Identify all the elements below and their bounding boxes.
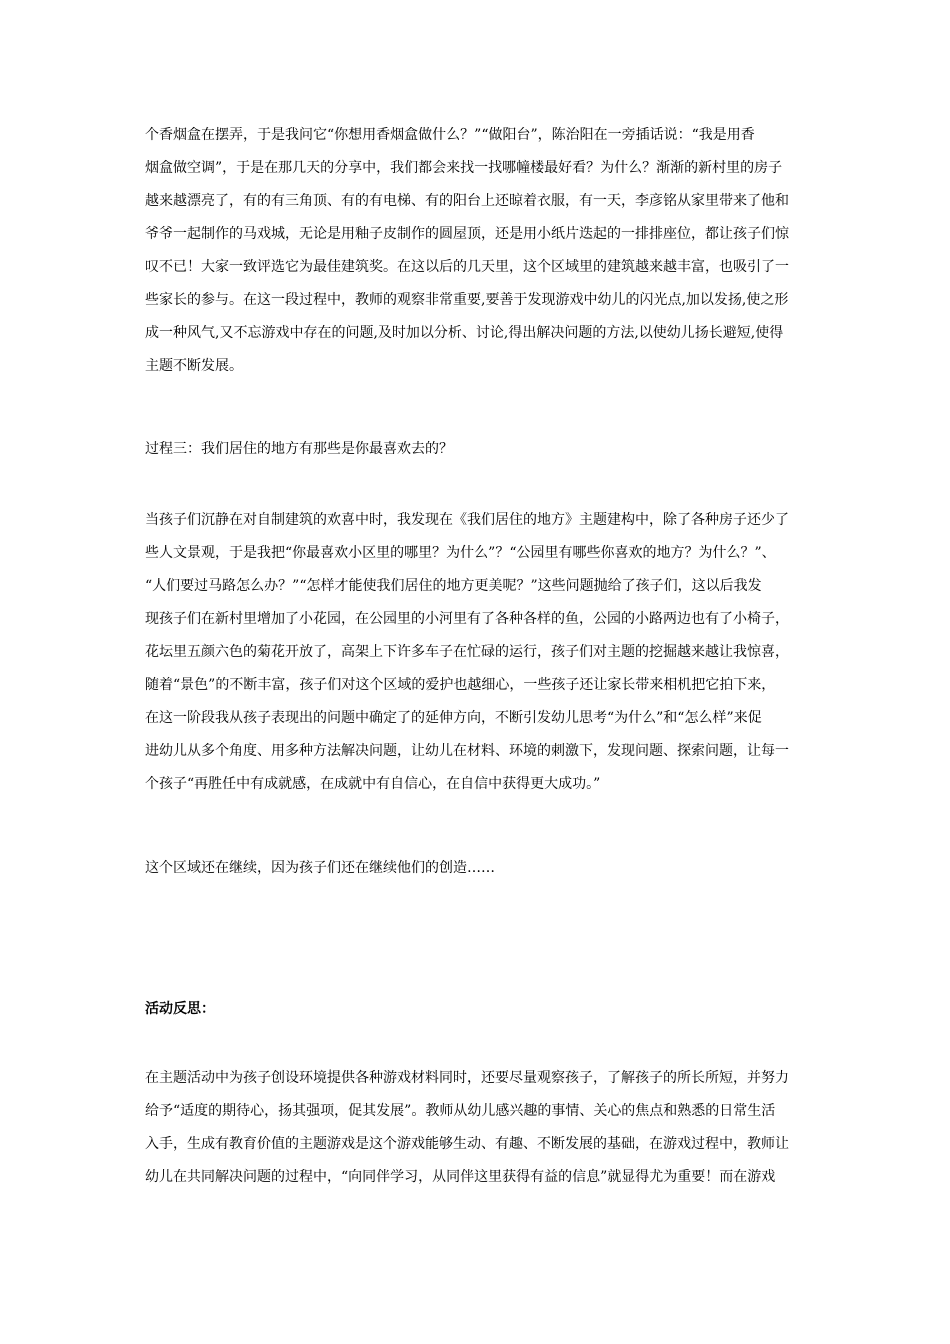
section-heading-process3: 过程三：我们居住的地方有那些是你最喜欢去的？ <box>145 441 453 457</box>
text-line: 爷爷一起制作的马戏城，无论是用釉子皮制作的圆屋顶，还是用小纸片迭起的一排排座位，都让孩子们惊 <box>145 226 789 242</box>
text-line: 越来越漂亮了，有的有三角顶、有的有电梯、有的阳台上还晾着衣服，有一天，李彦铭从家里带来了他和 <box>145 193 789 209</box>
paragraph-continued <box>145 119 807 383</box>
paragraph-reflection <box>145 1062 807 1194</box>
text-line: 个香烟盒在摆弄，于是我问它“你想用香烟盒做什么？”“做阳台”，陈治阳在一旁插话说：“我是用香 <box>145 127 755 143</box>
text-line: 在这一阶段我从孩子表现出的问题中确定了的延伸方向，不断引发幼儿思考“为什么”和“怎么样”来促 <box>145 710 762 726</box>
text-line: 主题不断发展。 <box>145 358 243 374</box>
text-line: 些人文景观，于是我把“你最喜欢小区里的哪里？为什么”？“公园里有哪些你喜欢的地方？为什么？”、 <box>145 545 776 561</box>
text-line: 些家长的参与。在这一段过程中，教师的观察非常重要,要善于发现游戏中幼儿的闪光点,加以发扬,使之形 <box>145 292 789 308</box>
text-line: 在主题活动中为孩子创设环境提供各种游戏材料同时，还要尽量观察孩子，了解孩子的所长所短，并努力 <box>145 1070 789 1086</box>
text-line: 花坛里五颜六色的菊花开放了，高架上下许多车子在忙碌的运行，孩子们对主题的挖掘越来越让我惊喜， <box>145 644 789 660</box>
text-line: 入手，生成有教育价值的主题游戏是这个游戏能够生动、有趣、不断发展的基础，在游戏过程中，教师让 <box>145 1136 789 1152</box>
text-line: 幼儿在共同解决问题的过程中，“向同伴学习，从同伴这里获得有益的信息”就显得尤为重要！而在游戏 <box>145 1169 776 1185</box>
text-line: “人们要过马路怎么办？”“怎样才能使我们居住的地方更美呢？”这些问题抛给了孩子们，这以后我发 <box>145 578 762 594</box>
paragraph-process3 <box>145 504 807 801</box>
continuation-text: 这个区域还在继续，因为孩子们还在继续他们的创造…… <box>145 860 495 876</box>
text-line: 现孩子们在新村里增加了小花园，在公园里的小河里有了各种各样的鱼，公园的小路两边也有了小椅子， <box>145 611 789 627</box>
text-line: 成一种风气,又不忘游戏中存在的问题,及时加以分析、讨论,得出解决问题的方法,以使幼儿扬长避短,使得 <box>145 325 784 341</box>
text-line: 进幼儿从多个角度、用多种方法解决问题，让幼儿在材料、环境的刺激下，发现问题、探索问题，让每一 <box>145 743 789 759</box>
text-line: 个孩子“再胜任中有成就感，在成就中有自信心，在自信中获得更大成功。” <box>145 776 601 792</box>
text-line: 烟盒做空调”，于是在那几天的分享中，我们都会来找一找哪幢楼最好看？为什么？渐渐的新村里的房子 <box>145 160 783 176</box>
section-heading-reflection: 活动反思： <box>145 1001 215 1017</box>
text-line: 给予“适度的期待心，扬其强项，促其发展”。教师从幼儿感兴趣的事情、关心的焦点和熟悉的日常生活 <box>145 1103 776 1119</box>
text-line: 随着“景色”的不断丰富，孩子们对这个区域的爱护也越细心，一些孩子还让家长带来相机把它拍下来， <box>145 677 776 693</box>
text-line: 当孩子们沉静在对自制建筑的欢喜中时，我发现在《我们居住的地方》主题建构中，除了各种房子还少了 <box>145 512 789 528</box>
text-line: 叹不已！大家一致评选它为最佳建筑奖。在这以后的几天里，这个区域里的建筑越来越丰富，也吸引了一 <box>145 259 789 275</box>
